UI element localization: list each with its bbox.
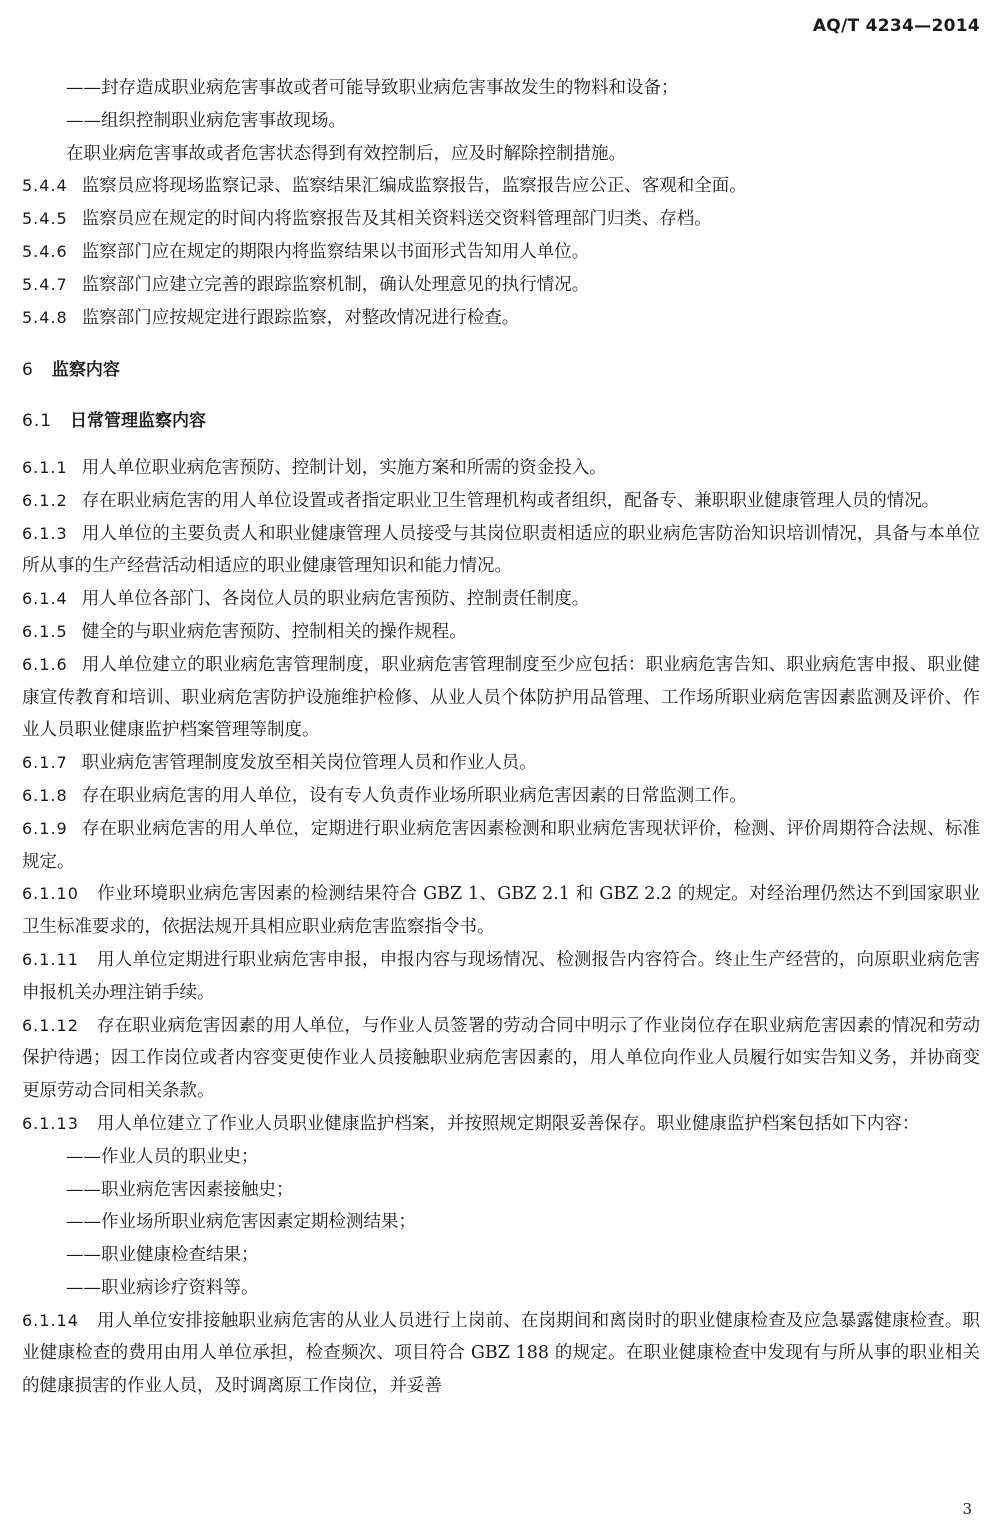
clause-number: 5.4.8 bbox=[22, 307, 68, 327]
clause-text: 存在职业病危害的用人单位，定期进行职业病危害因素检测和职业病危害现状评价，检测、评价周期符合法规、标准规定。 bbox=[22, 818, 980, 872]
page-number: 3 bbox=[962, 1500, 972, 1518]
clause-text: 监察部门应建立完善的跟踪监察机制，确认处理意见的执行情况。 bbox=[81, 274, 590, 295]
heading-number: 6.1 bbox=[22, 411, 53, 432]
clause-text: 存在职业病危害的用人单位，设有专人负责作业场所职业病危害因素的日常监测工作。 bbox=[81, 785, 747, 806]
clause-6-1-3 bbox=[22, 518, 980, 584]
clause-5-4-5 bbox=[22, 203, 980, 236]
clause-text: 监察员应在规定的时间内将监察报告及其相关资料送交资料管理部门归类、存档。 bbox=[81, 209, 712, 230]
clause-number: 6.1.14 bbox=[22, 1310, 79, 1330]
clause-number: 5.4.4 bbox=[22, 176, 68, 196]
clause-6-1-9 bbox=[22, 813, 980, 879]
clause-6-1-14 bbox=[22, 1305, 980, 1403]
clause-number: 6.1.7 bbox=[22, 753, 68, 773]
clause-number: 6.1.13 bbox=[22, 1113, 79, 1133]
clause-text: 存在职业病危害因素的用人单位，与作业人员签署的劳动合同中明示了作业岗位存在职业病危害因素的情况和劳动保护待遇；因工作岗位或者内容变更使作业人员接触职业病危害因素的，用人单位向作业人员履行如实告知义务，并协商变更原劳动合同相关条款。 bbox=[22, 1015, 980, 1102]
clause-6-1-1 bbox=[22, 452, 980, 485]
clause-text: 职业病危害管理制度发放至相关岗位管理人员和作业人员。 bbox=[81, 753, 537, 774]
clause-6-1-10 bbox=[22, 878, 980, 944]
clause-number: 6.1.5 bbox=[22, 621, 68, 641]
clause-6-1-12 bbox=[22, 1010, 980, 1108]
clause-number: 6.1.2 bbox=[22, 490, 68, 510]
heading-title: 日常管理监察内容 bbox=[70, 411, 207, 432]
dash-item: ——组织控制职业病危害事故现场。 bbox=[66, 110, 346, 131]
clause-text: 用人单位的主要负责人和职业健康管理人员接受与其岗位职责相适应的职业病危害防治知识培训情况，具备与本单位所从事的生产经营活动相适应的职业健康管理知识和能力情况。 bbox=[22, 523, 980, 577]
clause-6-1-11 bbox=[22, 944, 980, 1010]
paragraph: 在职业病危害事故或者危害状态得到有效控制后，应及时解除控制措施。 bbox=[66, 143, 626, 164]
clause-text: 健全的与职业病危害预防、控制相关的操作规程。 bbox=[81, 621, 467, 642]
section-heading-6-1 bbox=[22, 405, 980, 438]
heading-number: 6 bbox=[22, 360, 34, 381]
clause-number: 6.1.6 bbox=[22, 654, 68, 674]
clause-6-1-2 bbox=[22, 485, 980, 518]
clause-number: 6.1.3 bbox=[22, 523, 68, 543]
clause-number: 5.4.7 bbox=[22, 274, 68, 294]
clause-text: 用人单位各部门、各岗位人员的职业病危害预防、控制责任制度。 bbox=[81, 589, 590, 610]
clause-6-1-7 bbox=[22, 747, 980, 780]
clause-number: 6.1.9 bbox=[22, 818, 68, 838]
clause-number: 5.4.6 bbox=[22, 241, 68, 261]
dash-item: ——封存造成职业病危害事故或者可能导致职业病危害事故发生的物料和设备； bbox=[66, 78, 679, 98]
clause-number: 6.1.4 bbox=[22, 589, 68, 609]
clause-text: 用人单位建立了作业人员职业健康监护档案，并按照规定期限妥善保存。职业健康监护档案包括如下内容： bbox=[96, 1113, 920, 1134]
clause-number: 6.1.11 bbox=[22, 949, 79, 969]
heading-title: 监察内容 bbox=[51, 360, 120, 381]
clause-text: 用人单位定期进行职业病危害申报，申报内容与现场情况、检测报告内容符合。终止生产经营的，向原职业病危害申报机关办理注销手续。 bbox=[22, 949, 980, 1003]
clause-text: 用人单位建立的职业病危害管理制度，职业病危害管理制度至少应包括：职业病危害告知、职业病危害申报、职业健康宣传教育和培训、职业病危害防护设施维护检修、从业人员个体防护用品管理、工作场所职业病危害因素监测及评价、作业人员职业健康监护档案管理等制度。 bbox=[22, 654, 980, 741]
clause-6-1-6 bbox=[22, 649, 980, 747]
clause-number: 6.1.12 bbox=[22, 1015, 79, 1035]
dash-item: ——作业人员的职业史； bbox=[66, 1146, 259, 1167]
clause-text: 用人单位职业病危害预防、控制计划，实施方案和所需的资金投入。 bbox=[81, 457, 607, 478]
clause-text: 作业环境职业病危害因素的检测结果符合 GBZ 1、GBZ 2.1 和 GBZ 2.2 的规定。对经治理仍然达不到国家职业卫生标准要求的，依据法规开具相应职业病危害监察指令书。 bbox=[22, 884, 980, 938]
clause-text: 监察员应将现场监察记录、监察结果汇编成监察报告，监察报告应公正、客观和全面。 bbox=[81, 176, 747, 197]
clause-number: 5.4.5 bbox=[22, 209, 68, 229]
clause-text: 存在职业病危害的用人单位设置或者指定职业卫生管理机构或者组织，配备专、兼职职业健康管理人员的情况。 bbox=[81, 490, 940, 511]
clause-5-4-6 bbox=[22, 236, 980, 269]
clause-number: 6.1.1 bbox=[22, 457, 68, 477]
dash-item: ——职业健康检查结果； bbox=[66, 1245, 259, 1266]
clause-text: 监察部门应在规定的期限内将监察结果以书面形式告知用人单位。 bbox=[81, 241, 590, 262]
clause-number: 6.1.8 bbox=[22, 785, 68, 805]
clause-5-4-4 bbox=[22, 170, 980, 203]
clause-6-1-4 bbox=[22, 583, 980, 616]
dash-item: ——职业病危害因素接触史； bbox=[66, 1179, 294, 1200]
clause-number: 6.1.10 bbox=[22, 884, 79, 904]
clause-5-4-8 bbox=[22, 302, 980, 335]
dash-item: ——职业病诊疗资料等。 bbox=[66, 1277, 259, 1298]
standard-code: AQ/T 4234—2014 bbox=[812, 16, 980, 36]
clause-6-1-5 bbox=[22, 616, 980, 649]
clause-6-1-8 bbox=[22, 780, 980, 813]
document-body bbox=[22, 72, 980, 1403]
section-heading-6 bbox=[22, 354, 980, 387]
dash-item: ——作业场所职业病危害因素定期检测结果； bbox=[66, 1212, 416, 1233]
clause-6-1-13 bbox=[22, 1108, 980, 1141]
clause-text: 监察部门应按规定进行跟踪监察，对整改情况进行检查。 bbox=[81, 307, 520, 328]
clause-5-4-7 bbox=[22, 269, 980, 302]
clause-text: 用人单位安排接触职业病危害的从业人员进行上岗前、在岗期间和离岗时的职业健康检查及应急暴露健康检查。职业健康检查的费用由用人单位承担，检查频次、项目符合 GBZ 188 的规定。在职业健康检查中发现有与所从事的职业相关的健康损害的作业人员，及时调离原工作岗位，并妥善 bbox=[22, 1310, 980, 1397]
